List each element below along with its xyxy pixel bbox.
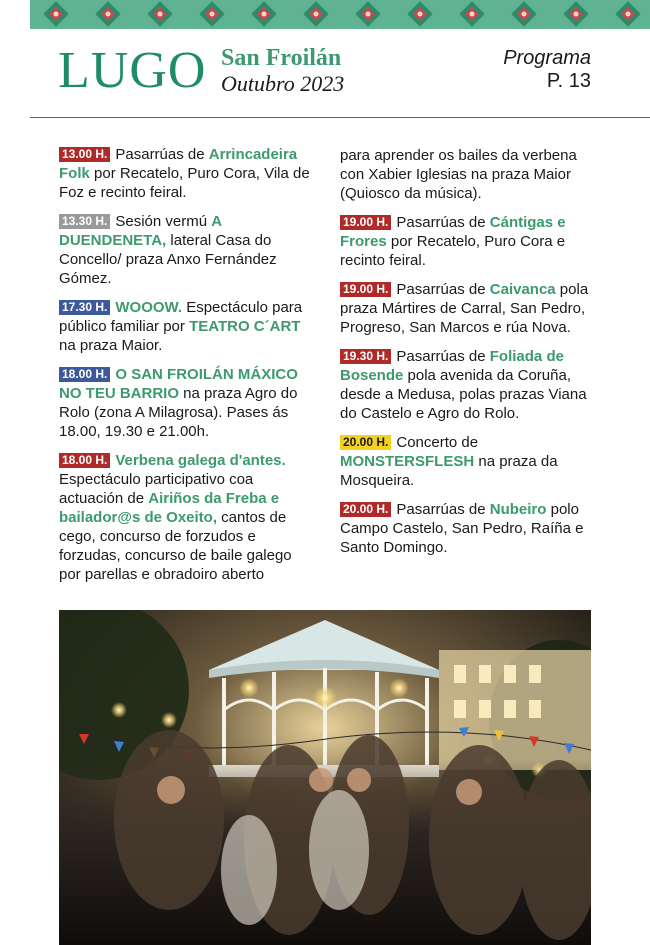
festival-date: Outubro 2023 <box>221 71 345 96</box>
entry-text: na praza Maior. <box>59 337 163 354</box>
entry-text: Sesión vermú <box>115 213 212 230</box>
time-badge: 19.00 H. <box>340 215 391 230</box>
performer-name: Arrincadeira Folk <box>59 146 298 182</box>
section-label: Programa <box>503 47 591 69</box>
time-badge: 19.00 H. <box>340 282 391 297</box>
program-entry-continued: para aprender os bailes da verbena con Xabier Iglesias na praza Maior (Quiosco da música). <box>340 147 577 202</box>
program-entry <box>340 433 592 490</box>
time-badge: 19.30 H. <box>340 349 391 364</box>
entry-text: polo Campo Castelo, San Pedro, Raíña e Santo Domingo. <box>340 501 584 556</box>
performer-name: Cántigas e Frores <box>340 214 566 250</box>
entry-text: na praza da Mosqueira. <box>340 453 558 489</box>
performer-name: TEATRO C´ART <box>189 318 301 335</box>
verbena-photo <box>59 610 591 945</box>
time-badge: 20.00 H. <box>340 502 391 517</box>
entry-text: cantos de cego, concurso de forzudos e forzudas, concurso de baile galego por parellas e obradoiro aberto <box>59 509 292 583</box>
program-entry <box>59 451 311 584</box>
festival-name: San Froilán <box>221 45 342 71</box>
page-header <box>30 29 650 119</box>
program-entry <box>59 365 311 441</box>
entry-text: pola avenida da Coruña, desde a Medusa, polas prazas Viana do Castelo e Agro do Rolo. <box>340 367 587 422</box>
time-badge: 20.00 H. <box>340 435 391 450</box>
show-name: Verbena galega d'antes. <box>115 452 286 469</box>
program-entry <box>59 212 311 288</box>
entry-text: Pasarrúas de <box>115 146 209 163</box>
program-column-right <box>340 146 592 567</box>
performer-name: MONSTERSFLESH <box>340 453 475 470</box>
city-title: LUGO <box>58 42 207 99</box>
performer-name: A DUENDENETA, <box>59 213 222 249</box>
time-badge: 18.00 H. <box>59 453 110 468</box>
program-entry <box>340 500 592 557</box>
entry-text: Pasarrúas de <box>396 501 490 518</box>
page-number: P. 13 <box>546 70 591 92</box>
show-name: O SAN FROILÁN MÁXICO NO TEU BARRIO <box>59 366 298 402</box>
decorative-tile-banner <box>30 0 650 29</box>
program-entry <box>340 213 592 270</box>
entry-text: Espectáculo participativo coa actuación de <box>59 471 254 507</box>
performer-name: Airiños da Freba e bailador@s de Oxeito, <box>59 490 280 526</box>
time-badge: 13.30 H. <box>59 214 110 229</box>
time-badge: 13.00 H. <box>59 147 110 162</box>
entry-text: Concerto de <box>396 434 479 451</box>
entry-text: Pasarrúas de <box>396 214 490 231</box>
program-entry <box>340 280 592 337</box>
entry-text: Espectáculo para público familiar por <box>59 299 303 335</box>
performer-name: Caivanca <box>489 281 556 298</box>
entry-text: Pasarrúas de <box>396 281 490 298</box>
program-column-left <box>59 145 311 594</box>
time-badge: 17.30 H. <box>59 300 110 315</box>
entry-text: por Recatelo, Puro Cora, Vila de Foz e recinto feiral. <box>59 165 310 201</box>
entry-text: Pasarrúas de <box>396 348 490 365</box>
performer-name: Nubeiro <box>489 501 547 518</box>
performer-name: Foliada de Bosende <box>340 348 564 384</box>
show-name: WOOOW. <box>115 299 183 316</box>
header-divider <box>30 117 650 118</box>
program-entry <box>59 145 311 202</box>
program-entry <box>59 298 311 355</box>
entry-text: lateral Casa do Concello/ praza Anxo Fernández Gómez. <box>59 232 277 287</box>
time-badge: 18.00 H. <box>59 367 110 382</box>
entry-text: na praza Agro do Rolo (zona A Milagrosa). Pases ás 18.00, 19.30 e 21.00h. <box>59 385 298 440</box>
entry-text: por Recatelo, Puro Cora e recinto feiral. <box>340 233 566 269</box>
entry-text: pola praza Mártires de Carral, San Pedro, Progreso, San Marcos e rúa Nova. <box>340 281 589 336</box>
program-entry <box>340 347 592 423</box>
